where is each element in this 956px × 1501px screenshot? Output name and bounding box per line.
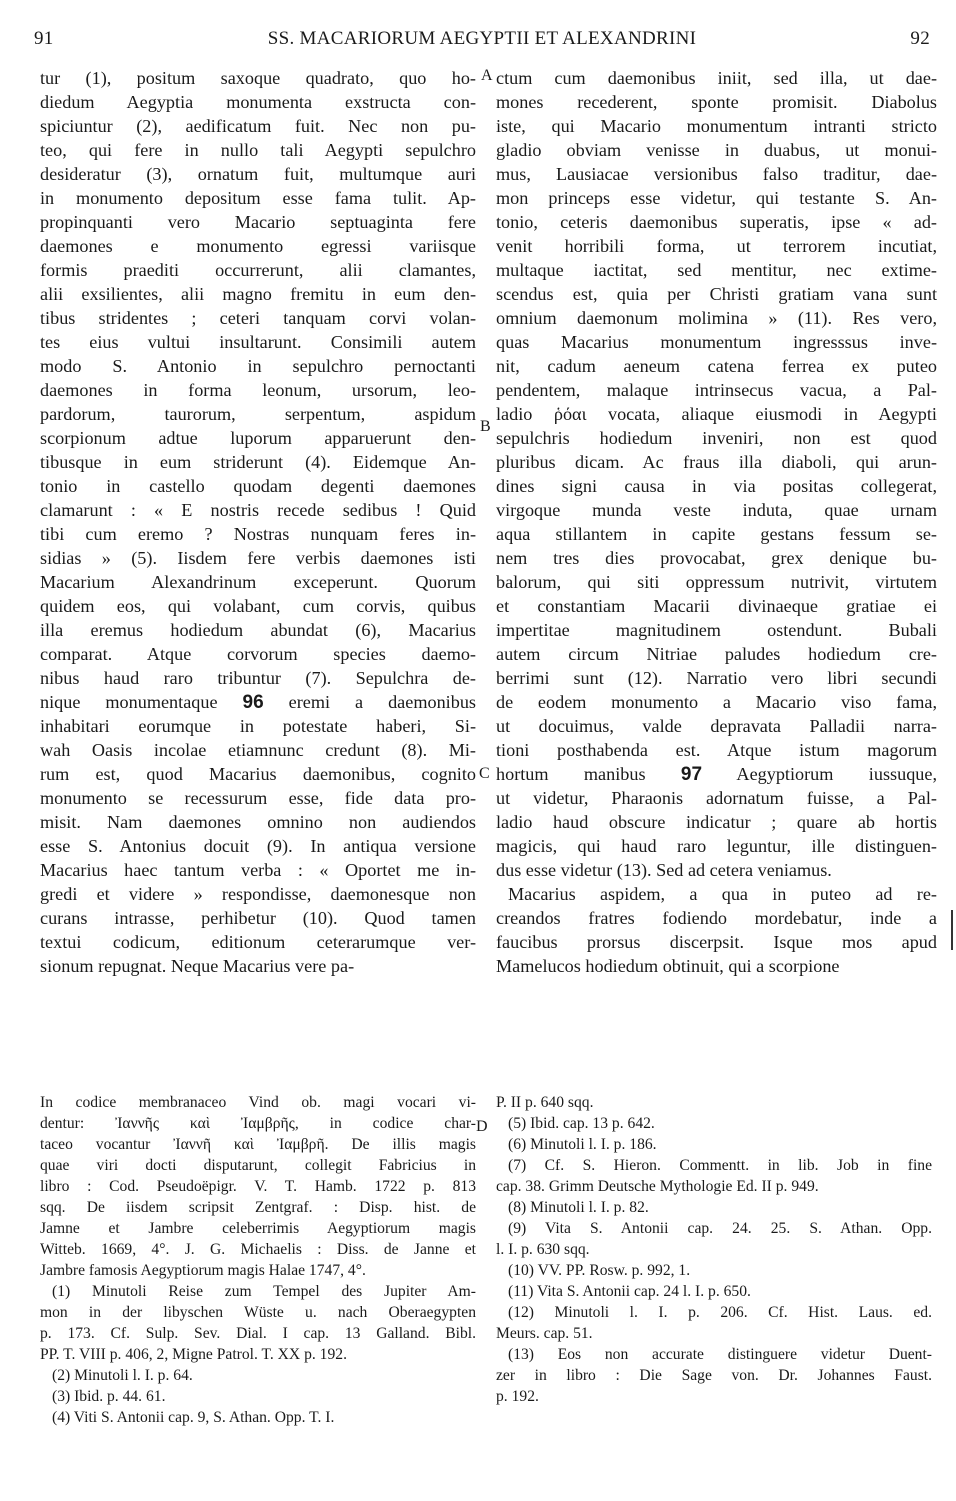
text-line: tes eius vultui insultarunt. Consimili autem <box>40 332 476 352</box>
margin-marker-b: B <box>480 418 491 435</box>
text-line: sionum repugnat. Neque Macarius vere pa- <box>40 956 355 976</box>
text-line: tibusque in eum striderunt (4). Eidemque An- <box>40 452 476 472</box>
text-line: omnium daemonum molimina » (11). Res vero, <box>496 308 937 328</box>
text-line: spiciuntur (2), aedificatum fuit. Nec non pu- <box>40 116 476 136</box>
text-line: textui codicum, editionum ceterarumque ver- <box>40 932 476 952</box>
text-line: ut docuimus, valde depravata Palladii narra- <box>496 716 937 736</box>
text-line: mon in der libyschen Wüste u. nach Oberaegypten <box>40 1304 476 1321</box>
margin-marker-a: A <box>481 67 493 84</box>
text-line: taceo vocantur Ἰαννῆ καὶ Ἰαμβρῆ. De illis magis <box>40 1136 476 1153</box>
text-line: monumento se recessurum esse, fide data pro- <box>40 788 476 808</box>
text-line: teo, qui fere in nullo tali Aegypti sepulchro <box>40 140 476 160</box>
text-line: propinquanti vero Macario septuaginta fere <box>40 212 476 232</box>
text-line: gredi et videre » respondisse, daemonesque non <box>40 884 476 904</box>
text-line: hortum manibus 97 Aegyptiorum iussuque, <box>496 764 937 785</box>
text-line: (6) Minutoli l. I. p. 186. <box>508 1136 657 1153</box>
text-line: nibus haud raro tribuntur (7). Sepulchra de- <box>40 668 476 688</box>
text-line: Macarius aspidem, a qua in puteo ad re- <box>508 884 937 904</box>
text-line: pardorum, taurorum, serpentum, aspidum <box>40 404 476 424</box>
text-line: P. II p. 640 sqq. <box>496 1094 594 1111</box>
text-line: dus esse videtur (13). Sed ad cetera veniamus. <box>496 860 832 880</box>
text-line: cap. 38. Grimm Deutsche Mythologie Ed. II p. 949. <box>496 1178 819 1195</box>
text-line: p. 192. <box>496 1388 539 1405</box>
text-line: tibus stridentes ; ceteri tanquam corvi volan- <box>40 308 476 328</box>
inline-page-number: 97 <box>680 764 703 785</box>
text-line: sepulchris hodiedum inveniri, non est quod <box>496 428 937 448</box>
text-line: sqq. De iisdem scripsit Zentgraf. : Disp. hist. de <box>40 1199 476 1216</box>
text-line: tur (1), positum saxoque quadrato, quo ho- <box>40 68 476 88</box>
text-line: (2) Minutoli l. I. p. 64. <box>52 1367 193 1384</box>
text-line: (3) Ibid. p. 44. 61. <box>52 1388 166 1405</box>
text-line: (9) Vita S. Antonii cap. 24. 25. S. Athan. Opp. <box>508 1220 932 1237</box>
text-line: Witteb. 1669, 4°. J. G. Michaelis : Diss. de Janne et <box>40 1241 476 1258</box>
text-line: (10) VV. PP. Rosw. p. 992, 1. <box>508 1262 691 1279</box>
text-line: libro : Cod. Pseudoëpigr. V. T. Hamb. 1722 p. 813 <box>40 1178 476 1195</box>
text-line: PP. T. VIII p. 406, 2, Migne Patrol. T. XX p. 192. <box>40 1346 347 1363</box>
text-line: (5) Ibid. cap. 13 p. 642. <box>508 1115 655 1132</box>
text-line: In codice membranaceo Vind ob. magi vocari vi- <box>40 1094 476 1111</box>
text-line: mus, Lausiacae versionibus falso traditur, dae- <box>496 164 937 184</box>
text-line: Macarius haec tantum verba : « Oportet me in- <box>40 860 476 880</box>
text-line: scorpionum adtue luporum apparuerunt den- <box>40 428 476 448</box>
text-line: diedum Aegyptia monumenta exstructa con- <box>40 92 476 112</box>
text-line: quidem eos, qui volabant, cum corvis, quibus <box>40 596 476 616</box>
text-line: tibi cum eremo ? Nostras nunquam feres in- <box>40 524 476 544</box>
text-line: de eodem monumento a Macario viso fama, <box>496 692 937 712</box>
text-line: tioni posthabenda est. Atque istum magorum <box>496 740 937 760</box>
text-line: (12) Minutoli l. I. p. 206. Cf. Hist. Laus. ed. <box>508 1304 932 1321</box>
text-line: magicis, qui haud raro leguntur, ille distinguen- <box>496 836 937 856</box>
footnotes-left <box>40 1092 476 1428</box>
text-line: tonio, ceteris daemonibus superatis, ipse « ad- <box>496 212 937 232</box>
text-line: virgoque munda veste induta, quae urnam <box>496 500 937 520</box>
text-line: et constantiam Macarii divinaeque gratiae ei <box>496 596 937 616</box>
text-line: (7) Cf. S. Hieron. Commentt. in lib. Job in fine <box>508 1157 932 1174</box>
text-line: alii exsilientes, alii magno fremitu in eum den- <box>40 284 476 304</box>
text-line: creandos fratres fodiendo mordebatur, inde a <box>496 908 937 928</box>
text-line: Meurs. cap. 51. <box>496 1325 593 1342</box>
text-line: gladio obviam venisse in duabus, ut monui- <box>496 140 937 160</box>
text-line: (8) Minutoli l. I. p. 82. <box>508 1199 649 1216</box>
text-line: l. I. p. 630 sqq. <box>496 1241 590 1258</box>
text-line: Macarium Alexandrinum exceperunt. Quorum <box>40 572 476 592</box>
text-line: ut videtur, Pharaonis adornatum fuisse, a Pal- <box>496 788 937 808</box>
text-line: rum est, quod Macarius daemonibus, cognito <box>40 764 476 784</box>
text-line: misit. Nam daemones omnino non audiendos <box>40 812 476 832</box>
text-line: ctum cum daemonibus iniit, sed illa, ut dae- <box>496 68 937 88</box>
text-line: venit horribili forma, ut terrorem incutiat, <box>496 236 937 256</box>
text-line: (4) Viti S. Antonii cap. 9, S. Athan. Opp. T. I. <box>52 1409 335 1426</box>
text-line: formis praediti occurrerunt, alii clamantes, <box>40 260 476 280</box>
text-line: ladio ῥόαι vocata, aliaque eiusmodi in Aegypti <box>496 404 937 424</box>
text-line: balorum, qui siti oppressum nutrivit, virtutem <box>496 572 937 592</box>
text-line: autem circum Nitriae paludes hodiedum cre- <box>496 644 937 664</box>
main-text-left-column <box>40 66 476 978</box>
text-line: aqua stillantem in capite gestans fessum se- <box>496 524 937 544</box>
text-line: esse S. Antonius docuit (9). In antiqua versione <box>40 836 476 856</box>
text-line: quae viri docti disputarunt, collegit Fabricius in <box>40 1157 476 1174</box>
text-line: nem tres dies provocabat, grex denique bu- <box>496 548 937 568</box>
text-line: scendus est, quia per Christi gratiam vana sunt <box>496 284 937 304</box>
text-line: p. 173. Cf. Sulp. Sev. Dial. I cap. 13 Galland. Bibl. <box>40 1325 476 1342</box>
text-line: (13) Eos non accurate distinguere videtur Duent- <box>508 1346 932 1363</box>
text-line: faucibus prorsus discerpsit. Isque mos apud <box>496 932 937 952</box>
text-line: sidias » (5). Iisdem fere verbis daemones isti <box>40 548 476 568</box>
text-line: (11) Vita S. Antonii cap. 24 l. I. p. 650. <box>508 1283 751 1300</box>
text-line: Mamelucos hodiedum obtinuit, qui a scorpione <box>496 956 840 976</box>
text-line: in monumento depositum esse fama tulit. Ap- <box>40 188 476 208</box>
text-line: wah Oasis incolae etiamnunc credunt (8). Mi- <box>40 740 476 760</box>
text-line: multaque iactitat, sed mentitur, nec extime- <box>496 260 937 280</box>
text-line: clamarunt : « E nostris recede sedibus ! Quid <box>40 500 476 520</box>
margin-marker-d: D <box>476 1118 488 1135</box>
text-line: modo S. Antonio in sepulchro pernoctanti <box>40 356 476 376</box>
text-line: mon princeps esse videtur, qui testante S. An- <box>496 188 937 208</box>
text-line: (1) Minutoli Reise zum Tempel des Jupiter Am- <box>52 1283 476 1300</box>
text-line: Jamne et Jambre celeberrimis Aegyptiorum magis <box>40 1220 476 1237</box>
text-line: curans intrasse, perhibetur (10). Quod tamen <box>40 908 476 928</box>
text-line: daemones in forma leonum, ursorum, leo- <box>40 380 476 400</box>
text-line: mones recederent, sponte promisit. Diabolus <box>496 92 937 112</box>
inline-page-number: 96 <box>242 692 264 713</box>
text-line: impertitae magnitudinem ostendunt. Bubali <box>496 620 937 640</box>
text-line: Jambre famosis Aegyptiorum magis Halae 1747, 4°. <box>40 1262 366 1279</box>
text-line: quas Macarius monumentum ingresssus inve- <box>496 332 937 352</box>
text-line: desideratur (3), ornatum fuit, multumque auri <box>40 164 476 184</box>
page-number-left: 91 <box>34 28 54 49</box>
text-line: iste, qui Macario monumentum intranti stricto <box>496 116 937 136</box>
text-line: inhabitari eorumque in potestate haberi, Si- <box>40 716 476 736</box>
main-text-right-column <box>496 66 937 978</box>
text-line: pendentem, malaque intrinsecus vacua, a Pal- <box>496 380 937 400</box>
text-line: ladio haud obscure indicatur ; quare ab hortis <box>496 812 937 832</box>
text-line: illa eremus hodiedum abundat (6), Macarius <box>40 620 476 640</box>
text-line: dentur: Ἰαννῆς καὶ Ἰαμβρῆς, in codice char- <box>40 1115 476 1132</box>
page-number-right: 92 <box>910 28 930 49</box>
text-line: pluribus dicam. Ac fraus illa diaboli, qui arun- <box>496 452 937 472</box>
text-line: nit, cadum aeneum catena ferrea ex puteo <box>496 356 937 376</box>
edge-mark <box>951 910 953 950</box>
text-line: dines signi causa in via positas collegerat, <box>496 476 937 496</box>
text-line: zer in libro : Die Sage von. Dr. Johannes Faust. <box>496 1367 932 1384</box>
text-line: comparat. Atque corvorum species daemo- <box>40 644 476 664</box>
text-line: nique monumentaque 96 eremi a daemonibus <box>40 692 476 713</box>
running-title: SS. MACARIORUM AEGYPTII ET ALEXANDRINI <box>267 28 697 49</box>
text-line: berrimi sunt (12). Narratio vero libri secundi <box>496 668 937 688</box>
margin-marker-c: C <box>479 765 490 782</box>
running-header <box>34 28 930 58</box>
footnotes-right <box>496 1092 932 1407</box>
text-line: daemones e monumento egressi variisque <box>40 236 476 256</box>
text-line: tonio in castello quodam degenti daemones <box>40 476 476 496</box>
